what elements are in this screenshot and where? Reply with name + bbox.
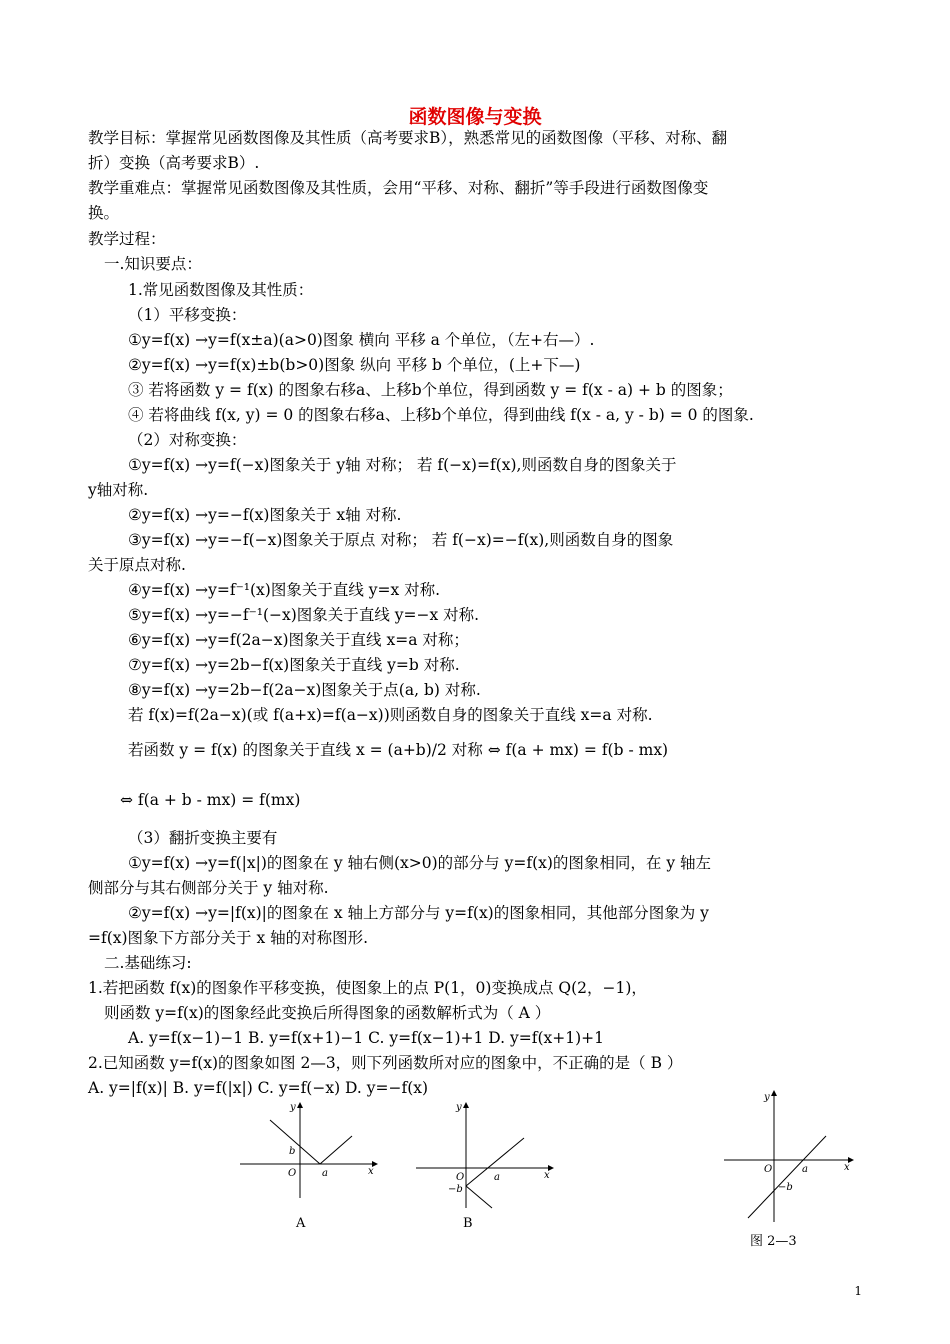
document-title: 函数图像与变换 <box>408 106 542 128</box>
b-label: −b <box>778 1182 793 1193</box>
a-label: a <box>802 1164 808 1175</box>
text-line: 若 f(x)=f(2a−x)(或 f(a+x)=f(a−x))则函数自身的图象关于直线 x=a 对称. <box>128 706 653 724</box>
figure-a-caption: A <box>296 1216 306 1231</box>
page-number: 1 <box>854 1284 862 1298</box>
text-line: 教学重难点：掌握常见函数图像及其性质，会用“平移、对称、翻折”等手段进行函数图像变 <box>88 179 709 197</box>
text-line: （2）对称变换： <box>128 431 247 449</box>
formula-line: ⇔ f(a + b - mx) = f(mx) <box>120 791 301 809</box>
text-line: ④ 若将曲线 f(x, y) = 0 的图象右移a、上移b个单位，得到曲线 f(x - a, y - b) = 0 的图象. <box>128 406 754 424</box>
text-line: ②y=f(x) →y=−f(x)图象关于 x轴 对称. <box>128 506 402 524</box>
text-line: （1）平移变换： <box>128 306 247 324</box>
text-line: 教学目标：掌握常见函数图像及其性质（高考要求B），熟悉常见的函数图像（平移、对称、翻 <box>88 129 728 147</box>
text-line: ②y=f(x) →y=f(x)±b(b>0)图象 纵向 平移 b 个单位，(上+下—) <box>128 356 581 374</box>
figure-2-3 <box>722 1086 862 1226</box>
answer-options: A. y=f(x−1)−1 B. y=f(x+1)−1 C. y=f(x−1)+1 D. y=f(x+1)+1 <box>128 1029 605 1047</box>
text-line: ⑤y=f(x) →y=−f⁻¹(−x)图象关于直线 y=−x 对称. <box>128 606 480 624</box>
formula-line: 若函数 y = f(x) 的图象关于直线 x = (a+b)/2 对称 ⇔ f(a + mx) = f(b - mx) <box>128 741 669 759</box>
text-line: ④y=f(x) →y=f⁻¹(x)图象关于直线 y=x 对称. <box>128 581 441 599</box>
text-line: 1.若把函数 f(x)的图象作平移变换，使图象上的点 P(1，0)变换成点 Q(2，−1)， <box>88 979 647 997</box>
figure-a <box>240 1100 380 1200</box>
text-line: ①y=f(x) →y=f(−x)图象关于 y轴 对称； 若 f(−x)=f(x),则函数自身的图象关于 <box>128 456 677 474</box>
y-axis-label: y <box>764 1092 770 1103</box>
text-line: ③y=f(x) →y=−f(−x)图象关于原点 对称； 若 f(−x)=−f(x),则函数自身的图象 <box>128 531 674 549</box>
text-line: ③ 若将函数 y = f(x) 的图象右移a、上移b个单位，得到函数 y = f(x - a) + b 的图象； <box>128 381 733 399</box>
y-axis-label: y <box>456 1102 462 1113</box>
text-line: y轴对称. <box>88 481 149 499</box>
figure-b <box>416 1100 556 1210</box>
text-line: 关于原点对称. <box>88 556 186 574</box>
answer-options: A. y=|f(x)| B. y=f(|x|) C. y=f(−x) D. y=−f(x) <box>88 1079 429 1097</box>
b-label: b <box>289 1146 296 1157</box>
text-line: ②y=f(x) →y=|f(x)|的图象在 x 轴上方部分与 y=f(x)的图象相同，其他部分图象为 y <box>128 904 709 922</box>
origin-label: O <box>456 1172 465 1183</box>
figure-b-caption: B <box>463 1216 473 1231</box>
x-axis-label: x <box>368 1166 374 1177</box>
y-axis-label: y <box>290 1102 296 1113</box>
text-line: （3）翻折变换主要有 <box>128 829 278 847</box>
text-line: ①y=f(x) →y=f(x±a)(a>0)图象 横向 平移 a 个单位，（左+右—）. <box>128 331 595 349</box>
text-line: 换。 <box>88 204 120 222</box>
text-line: 1.常见函数图像及其性质： <box>128 281 314 299</box>
text-line: 则函数 y=f(x)的图象经此变换后所得图象的函数解析式为（ A ） <box>104 1004 551 1022</box>
text-line: =f(x)图象下方部分关于 x 轴的对称图形. <box>88 929 369 947</box>
origin-label: O <box>764 1164 773 1175</box>
origin-label: O <box>288 1168 297 1179</box>
text-line: ⑥y=f(x) →y=f(2a−x)图象关于直线 x=a 对称； <box>128 631 469 649</box>
text-line: 折）变换（高考要求B）. <box>88 154 260 172</box>
figure-2-3-caption: 图 2—3 <box>750 1234 797 1249</box>
text-line: ⑦y=f(x) →y=2b−f(x)图象关于直线 y=b 对称. <box>128 656 460 674</box>
x-axis-label: x <box>844 1162 850 1173</box>
text-line: ⑧y=f(x) →y=2b−f(2a−x)图象关于点(a, b) 对称. <box>128 681 481 699</box>
text-line: 教学过程： <box>88 230 166 248</box>
text-line: 侧部分与其右侧部分关于 y 轴对称. <box>88 879 329 897</box>
text-line: ①y=f(x) →y=f(|x|)的图象在 y 轴右侧(x>0)的部分与 y=f(x)的图象相同，在 y 轴左 <box>128 854 712 872</box>
x-axis-label: x <box>544 1170 550 1181</box>
a-label: a <box>494 1172 500 1183</box>
b-label: −b <box>448 1184 463 1195</box>
a-label: a <box>322 1168 328 1179</box>
text-line: 2.已知函数 y=f(x)的图象如图 2—3，则下列函数所对应的图象中，不正确的是（ B ） <box>88 1054 683 1072</box>
text-line: 二.基础练习: <box>104 954 192 972</box>
text-line: 一.知识要点： <box>104 255 202 273</box>
